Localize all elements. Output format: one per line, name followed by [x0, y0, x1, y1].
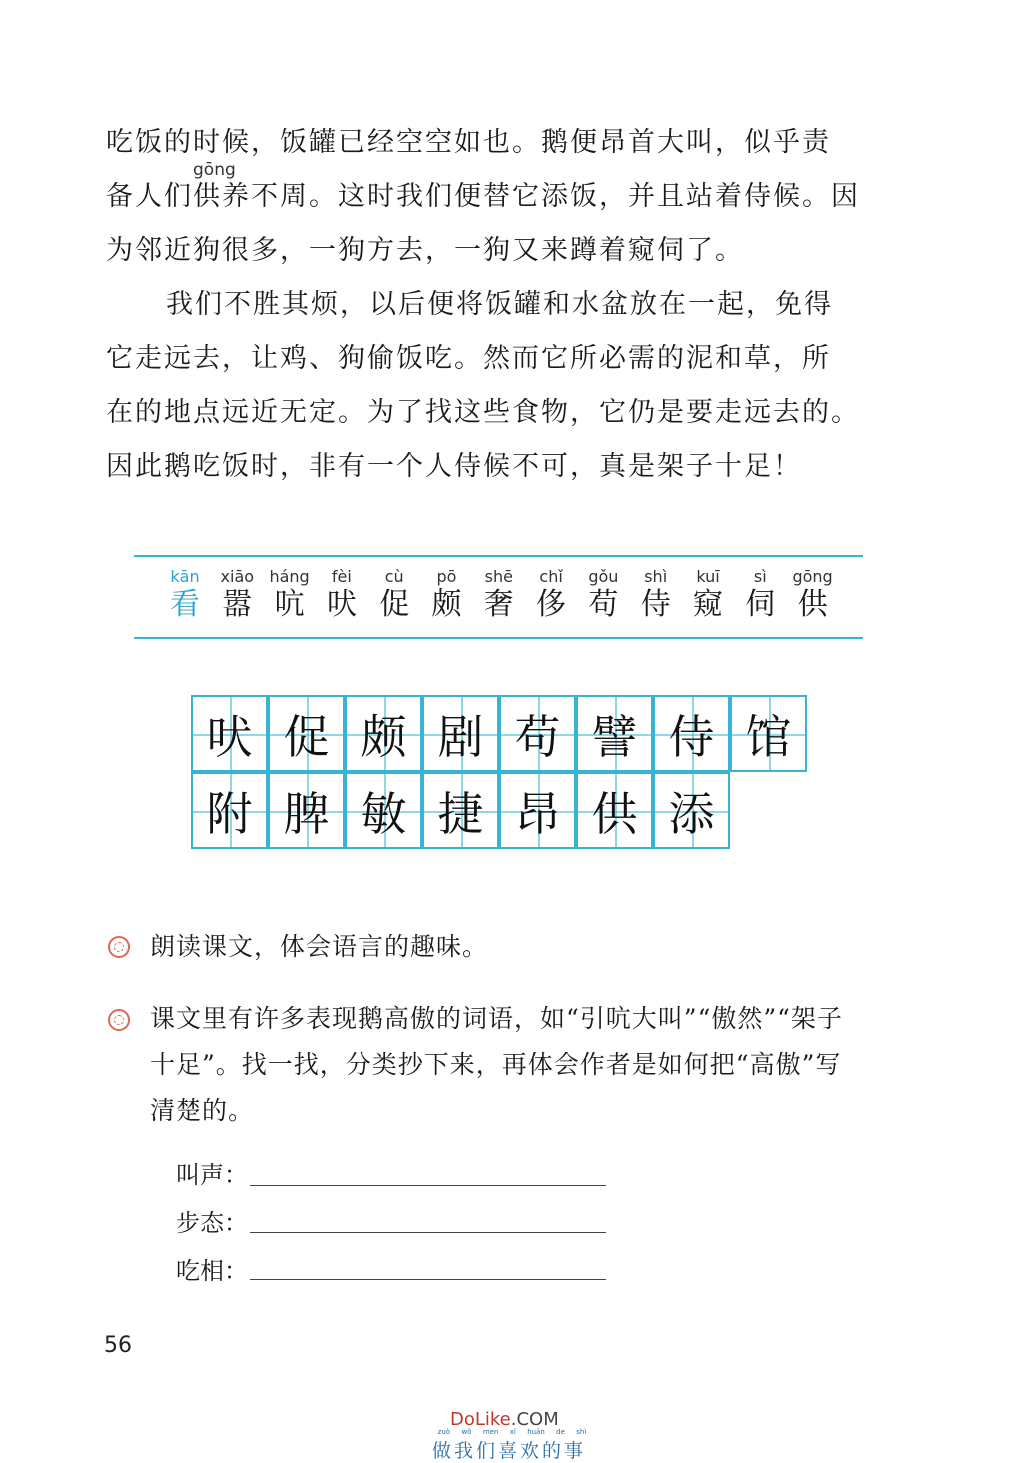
fill-label-sound: 叫声： — [176, 1161, 248, 1189]
watermark-brand: DoLike — [450, 1409, 511, 1430]
recognize-char — [160, 566, 210, 622]
passage-line-5: 它走远去，让鸡、狗偷饭吃。然而它所必需的泥和草，所 — [106, 343, 831, 374]
recognize-hanzi: 嚣 — [222, 587, 253, 622]
watermark-pinyin-syllable: wǒ — [461, 1428, 472, 1436]
passage-line-6: 在的地点远近无定。为了找这些食物，它仍是要走远去的。 — [106, 397, 860, 428]
recognize-hanzi: 吠 — [326, 587, 357, 622]
grid-cell: 添 — [653, 772, 730, 849]
grid-cell: 促 — [268, 695, 345, 772]
recognize-hanzi: 苟 — [588, 587, 619, 622]
exercise-icon — [108, 936, 130, 958]
pinyin-annotation: gōng — [193, 160, 236, 180]
recognize-pinyin: chǐ — [539, 567, 563, 586]
grid-cell: 吠 — [191, 695, 268, 772]
watermark-pinyin-syllable: shì — [576, 1428, 587, 1436]
recognize-char — [631, 566, 681, 622]
recognize-pinyin: sì — [753, 567, 767, 586]
fill-line-gait[interactable] — [250, 1232, 606, 1233]
watermark-slogan: 做我们喜欢的事 — [432, 1440, 587, 1462]
watermark-pinyin-syllable: xǐ — [509, 1428, 516, 1436]
recognize-hanzi: 吭 — [274, 587, 305, 622]
passage-line-7: 因此鹅吃饭时，非有一个人侍候不可，真是架子十足！ — [106, 451, 802, 482]
recognize-char — [735, 566, 785, 622]
passage-line-3: 为邻近狗很多，一狗方去，一狗又来蹲着窥伺了。 — [106, 235, 744, 266]
recognize-hanzi: 侈 — [536, 587, 567, 622]
watermark-pinyin — [432, 1428, 592, 1436]
recognize-hanzi: 侍 — [640, 587, 671, 622]
recognize-hanzi: 促 — [379, 587, 410, 622]
exercise-2-line-3: 清楚的。 — [150, 1096, 255, 1125]
recognize-char — [422, 566, 472, 622]
band-top-line — [134, 555, 863, 557]
recognize-hanzi: 看 — [170, 587, 200, 622]
recognize-pinyin: fèi — [331, 567, 352, 586]
exercise-1-line-1: 朗读课文，体会语言的趣味。 — [150, 932, 489, 961]
grid-cell: 供 — [576, 772, 653, 849]
recognize-pinyin: xiāo — [220, 567, 255, 586]
passage-line-2: 备人们供养不周。这时我们便替它添饭，并且站着侍候。因 — [106, 181, 860, 212]
grid-cell: 侍 — [653, 695, 730, 772]
fill-line-eating[interactable] — [250, 1279, 606, 1280]
recognize-char — [474, 566, 524, 622]
exercise-icon — [108, 1009, 130, 1031]
passage-line-1: 吃饭的时候，饭罐已经空空如也。鹅便昂首大叫，似乎责 — [106, 127, 831, 158]
recognize-hanzi: 奢 — [483, 587, 514, 622]
recognize-pinyin: gǒu — [588, 567, 619, 586]
grid-cell: 脾 — [268, 772, 345, 849]
grid-cell: 剧 — [422, 695, 499, 772]
passage-line-4: 我们不胜其烦，以后便将饭罐和水盆放在一起，免得 — [166, 289, 833, 320]
recognize-char — [578, 566, 628, 622]
recognize-hanzi: 颇 — [431, 587, 462, 622]
band-bottom-line — [134, 637, 863, 639]
watermark-pinyin-syllable: de — [556, 1428, 565, 1436]
exercise-2-line-2: 十足”。找一找，分类抄下来，再体会作者是如何把“高傲”写 — [150, 1050, 842, 1079]
recognize-pinyin: kān — [170, 567, 200, 586]
recognize-char — [212, 566, 262, 622]
grid-cell: 颇 — [345, 695, 422, 772]
recognize-char — [317, 566, 367, 622]
grid-cell: 捷 — [422, 772, 499, 849]
recognize-pinyin: cù — [384, 567, 404, 586]
recognize-pinyin: shē — [484, 567, 513, 586]
recognize-char — [526, 566, 576, 622]
exercise-2-line-1: 课文里有许多表现鹅高傲的词语，如“引吭大叫”“傲然”“架子 — [150, 1004, 843, 1033]
recognize-char — [683, 566, 733, 622]
recognize-hanzi: 窥 — [693, 587, 723, 622]
grid-cell: 苟 — [499, 695, 576, 772]
recognize-hanzi: 伺 — [745, 587, 776, 622]
page-number: 56 — [104, 1333, 132, 1358]
grid-cell: 附 — [191, 772, 268, 849]
watermark-pinyin-syllable: men — [482, 1428, 499, 1436]
watermark-pinyin-syllable: huān — [527, 1428, 545, 1436]
recognize-pinyin: shì — [644, 567, 668, 586]
recognize-hanzi: 供 — [797, 587, 828, 622]
recognize-char — [788, 566, 838, 622]
recognize-char — [265, 566, 315, 622]
grid-cell: 昂 — [499, 772, 576, 849]
watermark-com: .COM — [510, 1409, 559, 1430]
fill-label-gait: 步态： — [176, 1209, 248, 1237]
recognize-pinyin: háng — [269, 567, 310, 586]
grid-cell: 馆 — [730, 695, 807, 772]
fill-label-eating: 吃相： — [176, 1257, 248, 1285]
grid-cell: 敏 — [345, 772, 422, 849]
recognize-pinyin: gōng — [792, 567, 833, 586]
watermark-logo — [450, 1409, 559, 1430]
recognize-char — [369, 566, 419, 622]
watermark-pinyin-syllable: zuò — [437, 1428, 451, 1436]
recognize-pinyin: kuī — [696, 567, 720, 586]
grid-cell: 譬 — [576, 695, 653, 772]
recognize-pinyin: pō — [436, 567, 457, 586]
fill-line-sound[interactable] — [250, 1185, 606, 1186]
